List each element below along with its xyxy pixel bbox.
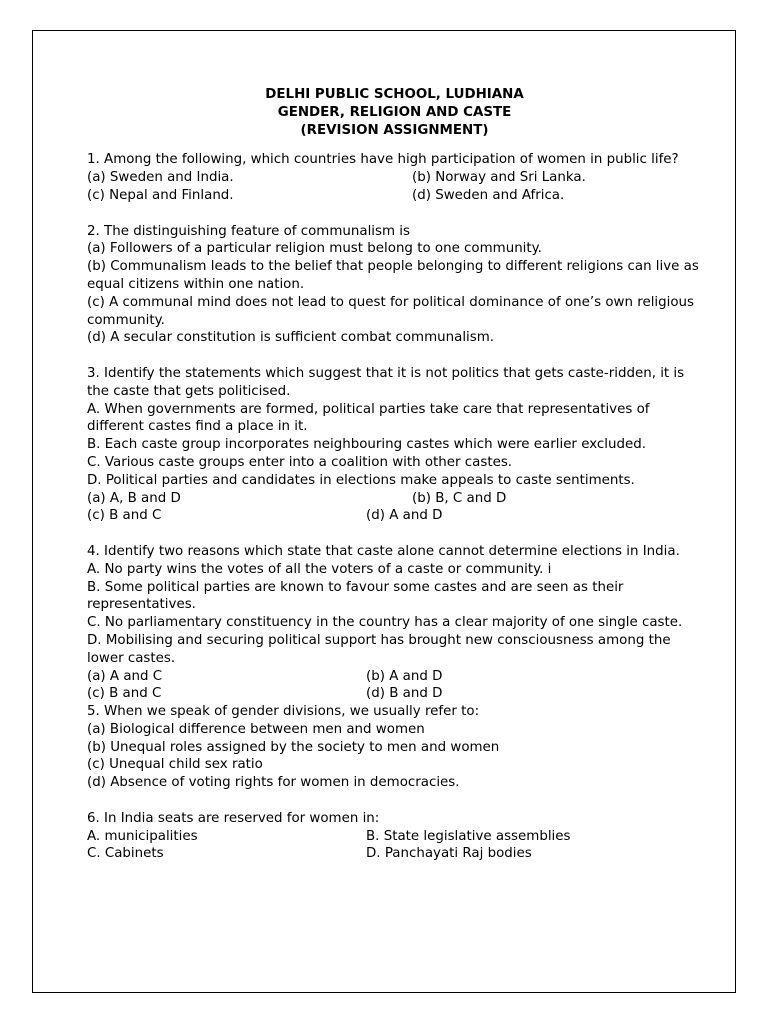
document-body [87, 86, 707, 863]
option-row [87, 187, 707, 205]
school-name: DELHI PUBLIC SCHOOL, LUDHIANA [265, 87, 524, 102]
option-d: (d) A and D [366, 508, 443, 524]
option-d: (d) Sweden and Africa. [412, 187, 565, 203]
option-d: D. Panchayati Raj bodies [366, 846, 532, 862]
statement-d: D. Mobilising and securing political support has brought new consciousness among the lower castes. [87, 632, 671, 666]
option-a: (a) Sweden and India. [87, 170, 234, 186]
option-row [87, 169, 707, 187]
option-b: (b) Unequal roles assigned by the society to men and women [87, 739, 500, 755]
option-row [87, 490, 707, 508]
statement-c: C. Various caste groups enter into a coalition with other castes. [87, 454, 513, 470]
option-c: C. Cabinets [87, 846, 164, 862]
option-b: (b) Communalism leads to the belief that people belonging to different religions can live as equal citizens within one nation. [87, 259, 699, 292]
option-c: (c) B and C [87, 508, 162, 524]
option-c: (c) A communal mind does not lead to quest for political dominance of one’s own religious community. [87, 294, 695, 328]
option-c: (c) Nepal and Finland. [87, 187, 234, 203]
question-stem: 6. In India seats are reserved for women in: [87, 810, 380, 826]
option-a: (a) Biological difference between men and women [87, 721, 425, 737]
option-b: (b) Norway and Sri Lanka. [412, 170, 586, 186]
option-row [87, 828, 707, 846]
question-4 [87, 543, 707, 703]
question-stem: 4. Identify two reasons which state that caste alone cannot determine elections in India. [87, 543, 680, 559]
question-1 [87, 151, 707, 204]
option-b: (b) A and D [366, 668, 443, 684]
statement-c: C. No parliamentary constituency in the country has a clear majority of one single caste. [87, 615, 683, 631]
question-6 [87, 810, 707, 863]
option-a: (a) Followers of a particular religion must belong to one community. [87, 241, 542, 257]
option-d: (d) B and D [366, 686, 443, 702]
option-row [87, 685, 707, 703]
option-d: (d) Absence of voting rights for women in democracies. [87, 775, 460, 791]
option-b: (b) B, C and D [412, 490, 507, 506]
question-2 [87, 223, 707, 348]
option-a: (a) A, B and D [87, 490, 181, 506]
question-stem: 1. Among the following, which countries have high participation of women in public life? [87, 152, 679, 168]
statement-d: D. Political parties and candidates in elections make appeals to caste sentiments. [87, 472, 635, 488]
question-stem: 2. The distinguishing feature of communalism is [87, 223, 410, 239]
document-header [87, 86, 702, 139]
question-3 [87, 365, 707, 525]
statement-a: A. When governments are formed, political parties take care that representatives of different castes find a place in it. [87, 401, 650, 435]
statement-b: B. Each caste group incorporates neighbouring castes which were earlier excluded. [87, 437, 646, 453]
statement-b: B. Some political parties are known to favour some castes and are seen as their representatives. [87, 579, 624, 613]
question-stem: 5. When we speak of gender divisions, we usually refer to: [87, 704, 480, 720]
document-title: GENDER, RELIGION AND CASTE [277, 104, 512, 120]
question-5 [87, 703, 707, 792]
option-row [87, 845, 707, 863]
statement-a: A. No party wins the votes of all the voters of a caste or community. i [87, 561, 552, 577]
option-b: B. State legislative assemblies [366, 828, 571, 844]
option-c: (c) B and C [87, 686, 162, 702]
option-c: (c) Unequal child sex ratio [87, 757, 263, 773]
option-d: (d) A secular constitution is sufficient combat communalism. [87, 330, 495, 346]
option-a: (a) A and C [87, 668, 163, 684]
question-stem: 3. Identify the statements which suggest that it is not politics that gets caste-ridden, it is the caste that gets politicised. [87, 365, 685, 399]
assignment-label: (REVISION ASSIGNMENT) [300, 122, 489, 138]
option-a: A. municipalities [87, 828, 198, 844]
option-row [87, 668, 707, 686]
option-row [87, 507, 707, 525]
